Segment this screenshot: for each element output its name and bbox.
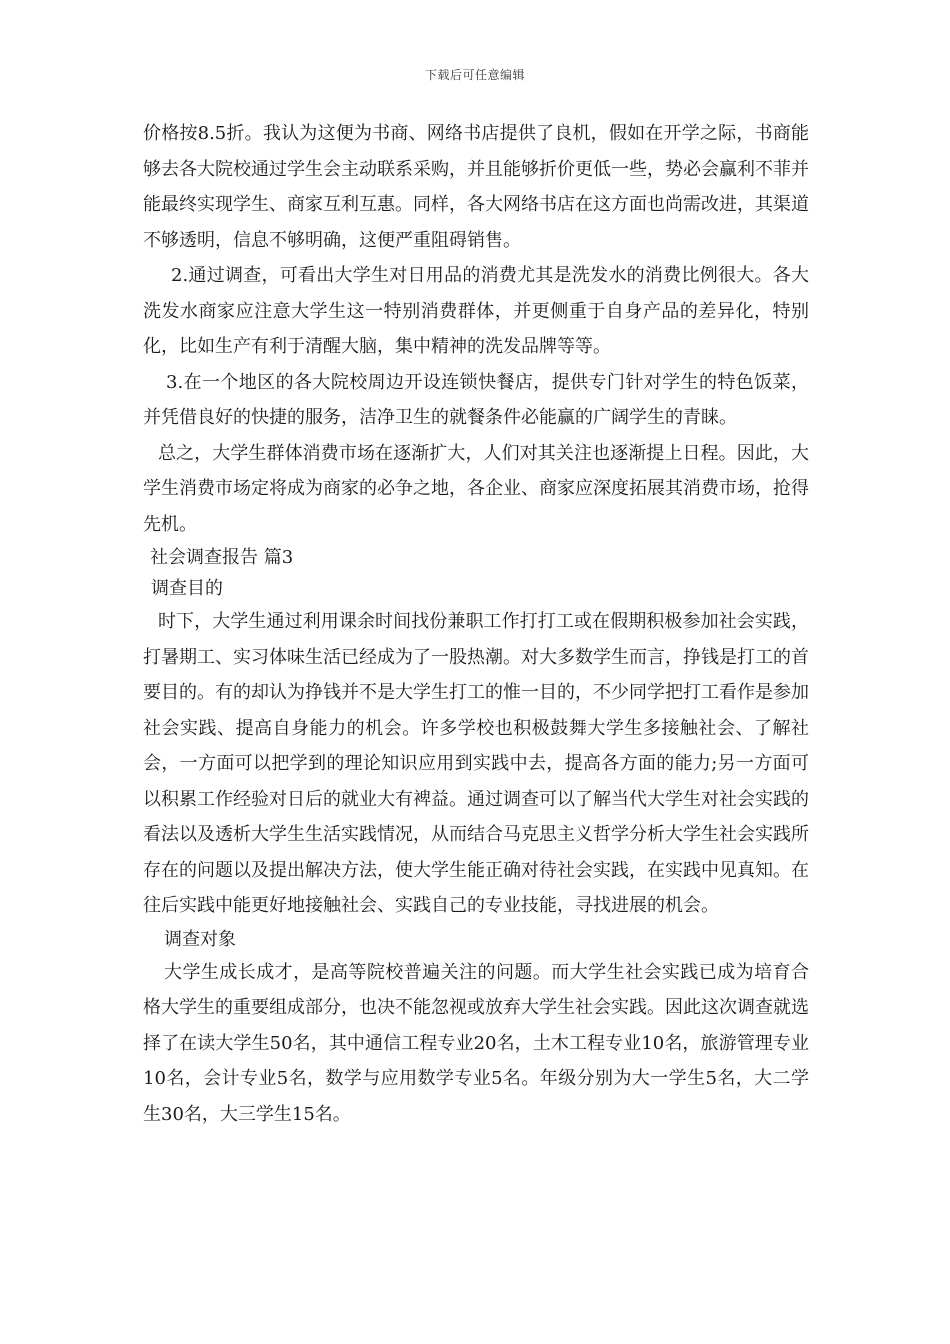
section-heading-object: 调查对象: [164, 928, 236, 950]
document-body: [143, 116, 809, 1132]
paragraph-conclusion: 总之，大学生群体消费市场在逐渐扩大，人们对其关注也逐渐提上日程。因此，大学生消费市场定将成为商家的必争之地，各企业、商家应深度拓展其消费市场，抢得先机。: [143, 442, 809, 535]
section-heading-report-3: 社会调查报告 篇3: [150, 547, 294, 568]
paragraph-shampoo-consumption: 2.通过调查，可看出大学生对日用品的消费尤其是洗发水的消费比例很大。各大洗发水商家应注意大学生这一特别消费群体，并更侧重于自身产品的差异化，特别化，比如生产有利于清醒大脑，集中精神的洗发品牌等等。: [143, 265, 809, 357]
paragraph-fast-food: 3.在一个地区的各大院校周边开设连锁快餐店，提供专门针对学生的特色饭菜，并凭借良好的快捷的服务，洁净卫生的就餐条件必能赢的广阔学生的青睐。: [143, 371, 809, 428]
paragraph-price-discount: 价格按8.5折。我认为这便为书商、网络书店提供了良机，假如在开学之际，书商能够去各大院校通过学生会主动联系采购，并且能够折价更低一些，势必会赢利不菲并能最终实现学生、商家互利互惠。同样，各大网络书店在这方面也尚需改进，其渠道不够透明，信息不够明确，这便严重阻碍销售。: [143, 123, 809, 251]
page-header-note: 下载后可任意编辑: [424, 68, 525, 82]
paragraph-purpose: 时下，大学生通过利用课余时间找份兼职工作打打工或在假期积极参加社会实践，打暑期工、实习体味生活已经成为了一股热潮。对大多数学生而言，挣钱是打工的首要目的。有的却认为挣钱并不是大学生打工的惟一目的，不少同学把打工看作是参加社会实践、提高自身能力的机会。许多学校也积极鼓舞大学生多接触社会、了解社会，一方面可以把学到的理论知识应用到实践中去，提高各方面的能力;另一方面可以积累工作经验对日后的就业大有裨益。通过调查可以了解当代大学生对社会实践的看法以及透析大学生生活实践情况，从而结合马克思主义哲学分析大学生社会实践所存在的问题以及提出解决方法，使大学生能正确对待社会实践，在实践中见真知。在往后实践中能更好地接触社会、实践自己的专业技能，寻找进展的机会。: [143, 611, 809, 916]
paragraph-object: 大学生成长成才，是高等院校普遍关注的问题。而大学生社会实践已成为培育合格大学生的重要组成部分，也决不能忽视或放弃大学生社会实践。因此这次调查就选择了在读大学生50名，其中通信工程专业20名，土木工程专业10名，旅游管理专业10名，会计专业5名，数学与应用数学专业5名。年级分别为大一学生5名，大二学生30名，大三学生15名。: [143, 961, 809, 1125]
section-heading-purpose: 调查目的: [151, 578, 223, 599]
